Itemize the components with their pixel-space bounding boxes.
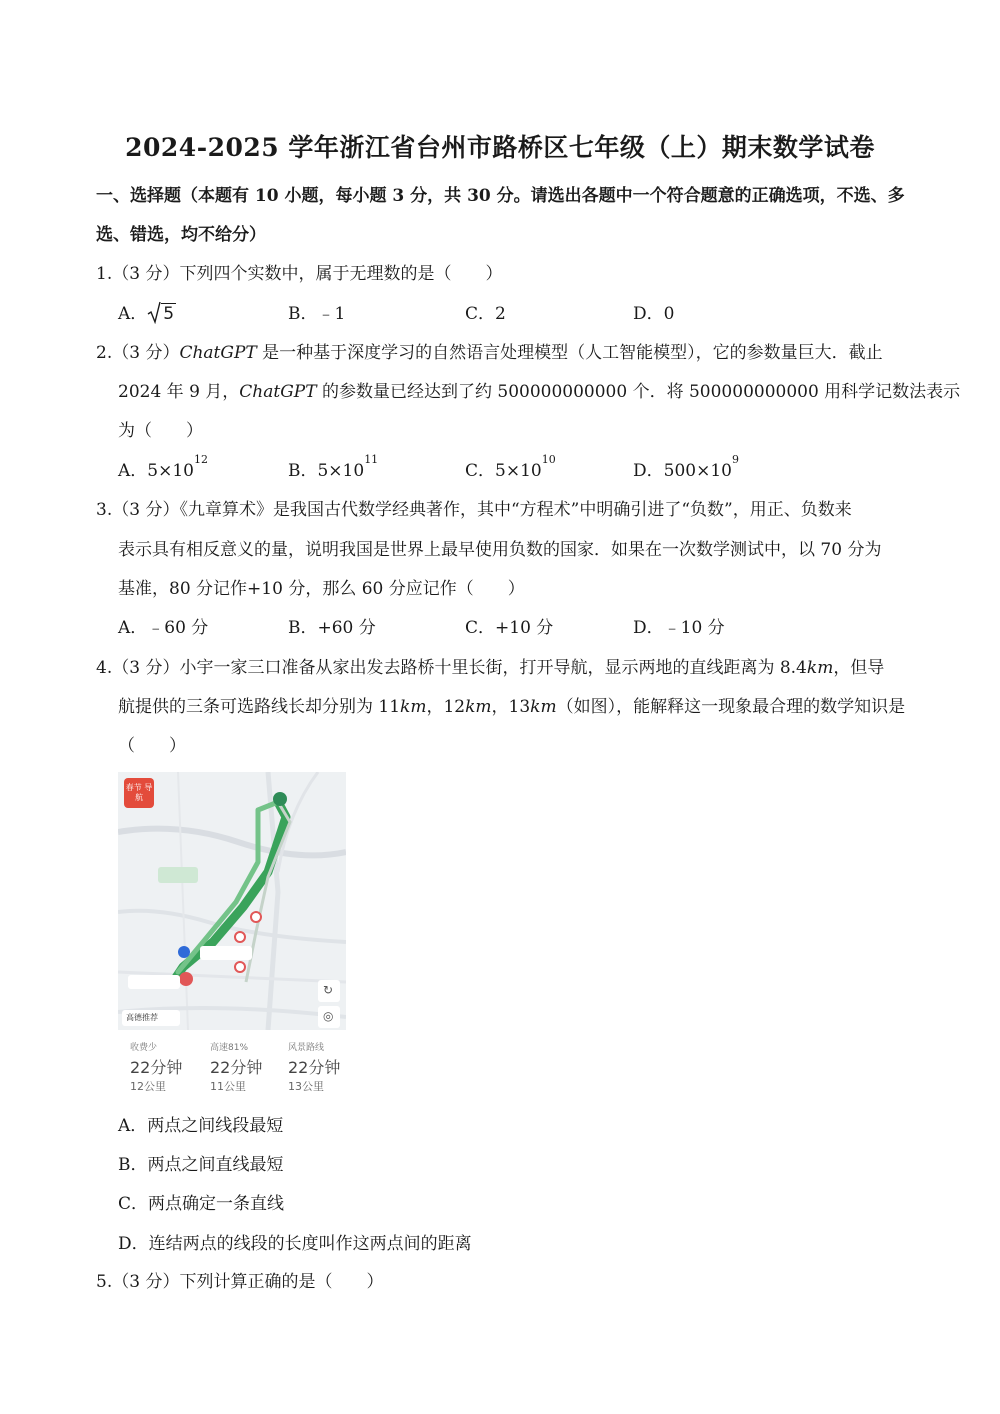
route-option-1 (130, 1040, 182, 1094)
q1-option-a-radicand: 5 (163, 304, 175, 324)
q4-line2-sep1: ，12 (426, 697, 466, 717)
q3-option-a: A．﹣60 分 (118, 618, 209, 638)
q4-unit-km-1: km (400, 697, 427, 717)
q1-option-a-prefix: A． (118, 304, 148, 324)
q2-line1-rest: 是一种基于深度学习的自然语言处理模型（人工智能模型），它的参数量巨大．截止 (256, 343, 883, 363)
route-option-2 (210, 1040, 262, 1094)
route-tag-3: 风景路线 (288, 1043, 325, 1053)
page-title: 2024-2025 学年浙江省台州市路桥区七年级（上）期末数学试卷 (125, 133, 875, 162)
section-heading-line1: 一、选择题（本题有 10 小题，每小题 3 分，共 30 分。请选出各题中一个符合题意的正确选项，不选、多 (96, 186, 905, 206)
q4-unit-km-2: km (465, 697, 492, 717)
q4-line2-sep2: ，13 (491, 697, 531, 717)
route-time-2: 22分钟 (210, 1058, 263, 1077)
q4-line1 (96, 653, 884, 678)
q4-line1-end: ，但导 (833, 658, 885, 678)
route-distance-2: 11公里 (210, 1080, 246, 1093)
q2-line2-rest: 的参数量已经达到了约 500000000000 个．将 500000000000 用科学记数法表示 (316, 382, 961, 402)
route-options (118, 1040, 358, 1093)
q5-stem: 5.（3 分）下列计算正确的是（ ） (96, 1272, 384, 1292)
q4-line2-end: （如图），能解释这一现象最合理的数学知识是 (556, 697, 906, 717)
q1-stem: 1.（3 分）下列四个实数中，属于无理数的是（ ） (96, 264, 503, 284)
q2-line2 (118, 377, 960, 402)
section-heading-line2: 选、错选，均不给分） (96, 225, 266, 245)
route-option-3 (288, 1040, 340, 1094)
q1-option-c: C．2 (465, 304, 506, 324)
q2-option-c-base: C．5×10 (465, 461, 542, 481)
navigation-map-figure (118, 772, 346, 1030)
map-legend: 高德推荐 (126, 1013, 158, 1022)
route-distance-3: 13公里 (288, 1080, 324, 1093)
q2-option-c (465, 453, 556, 481)
q2-option-b (288, 453, 379, 481)
route-distance-1: 12公里 (130, 1080, 166, 1093)
q2-line3: 为（ ） (118, 421, 203, 441)
q2-option-a (118, 453, 208, 481)
q4-unit-km: km (806, 658, 834, 678)
sqrt-symbol (147, 304, 176, 324)
q2-option-d-base: D．500×10 (633, 461, 732, 481)
q2-option-c-exp: 10 (541, 453, 556, 466)
q2-number: 2.（3 分） (96, 343, 180, 363)
refresh-icon: ↻ (323, 983, 334, 997)
q4-line2 (118, 692, 905, 717)
q2-option-a-base: A．5×10 (118, 461, 194, 481)
q2-option-b-exp: 11 (364, 453, 379, 466)
q1-option-d: D．0 (633, 304, 675, 324)
q4-option-d: D．连结两点的线段的长度叫作这两点间的距离 (118, 1234, 472, 1254)
route-time-1: 22分钟 (130, 1058, 183, 1077)
q4-option-a: A．两点之间线段最短 (118, 1116, 284, 1136)
q2-line1 (96, 338, 883, 363)
q2-chatgpt-2: ChatGPT (239, 382, 317, 402)
q2-option-d-exp: 9 (731, 453, 739, 466)
map-drawing (118, 772, 346, 1030)
q2-option-d (633, 453, 739, 481)
q4-line3: （ ） (118, 736, 186, 756)
q2-chatgpt-1: ChatGPT (179, 343, 257, 363)
q2-option-b-base: B．5×10 (288, 461, 365, 481)
q2-option-a-exp: 12 (193, 453, 208, 466)
route-tag-2: 高速81% (210, 1043, 249, 1053)
q4-unit-km-3: km (530, 697, 557, 717)
q4-option-b: B．两点之间直线最短 (118, 1155, 284, 1175)
q1-option-a (118, 299, 176, 324)
route-tag-1: 收费少 (130, 1043, 158, 1053)
q3-line1: 3.（3 分）《九章算术》是我国古代数学经典著作，其中“方程术”中明确引进了“负数”，用正、负数来 (96, 500, 852, 520)
route-time-3: 22分钟 (288, 1058, 341, 1077)
locate-icon: ◎ (323, 1009, 334, 1023)
q4-option-c: C．两点确定一条直线 (118, 1194, 285, 1214)
q3-line3: 基准，80 分记作+10 分，那么 60 分应记作（ ） (118, 579, 525, 599)
q2-line2-start: 2024 年 9 月， (118, 382, 240, 402)
q4-line1-text: 4.（3 分）小宇一家三口准备从家出发去路桥十里长街，打开导航，显示两地的直线距离为 8.4 (96, 658, 807, 678)
map-badge: 春节 导航 (125, 783, 153, 802)
q3-option-d: D．﹣10 分 (633, 618, 725, 638)
q4-line2-text: 航提供的三条可选路线长却分别为 11 (118, 697, 401, 717)
q1-option-b: B．﹣1 (288, 304, 346, 324)
q3-line2: 表示具有相反意义的量，说明我国是世界上最早使用负数的国家．如果在一次数学测试中，以 70 分为 (118, 540, 882, 560)
q3-option-b: B．+60 分 (288, 618, 376, 638)
q3-option-c: C．+10 分 (465, 618, 554, 638)
